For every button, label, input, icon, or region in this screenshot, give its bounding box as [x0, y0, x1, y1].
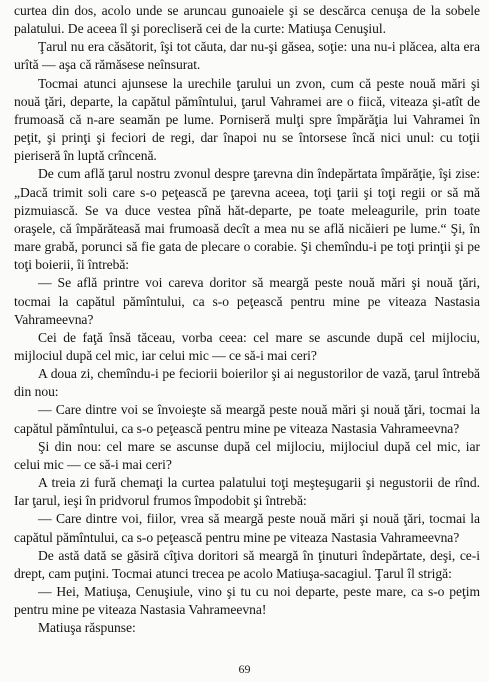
paragraph: Şi din nou: cel mare se ascunse după cel mijlociu, mijlociul după cel mic, iar celui mic — ce să-i mai ceri?	[14, 438, 480, 472]
paragraph: A treia zi fură chemaţi la curtea palatului toţi meşteşugarii şi negustorii de rînd. Iar ţarul, ieşi în pridvorul frumos împodobit şi întrebă:	[14, 475, 480, 509]
paragraph: — Hei, Matiuşa, Cenuşiule, vino şi tu cu noi departe, peste mare, ca s-o peţim pentru mine pe viteaza Nastasia Vahrameevna!	[14, 584, 480, 618]
paragraph: De cum află ţarul nostru zvonul despre ţarevna din îndepărtata împărăţie, îşi zise: „Dacă trimit soli care s-o peţească pe ţarevna aceea, toţi ţarii şi toţi regii or să mă pizmuiască. Se va duce vestea pînă hăt-departe, pe toate meleagurile, prin toate oraşele, că împărăteasă mai frumoasă decît a mea nu se află nicăieri pe lume.“ Şi, în mare grabă, porunci să fie gata de plecare o corabie. Şi chemîndu-i pe toţi prinţii şi pe toţi boierii, îi întrebă:	[14, 166, 480, 273]
paragraph: — Care dintre voi se învoieşte să meargă peste nouă mări şi nouă ţări, tocmai la capătul pămîntului, ca s-o peţească pentru mine pe viteaza Nastasia Vahrameevna?	[14, 402, 480, 436]
page-number: 69	[238, 662, 251, 676]
paragraph: — Se află printre voi careva doritor să meargă peste nouă mări şi nouă ţări, tocmai la capătul pămîntului, ca s-o peţească pentru mine pe viteaza Nastasia Vahrameevna?	[14, 275, 480, 327]
paragraph: Ţarul nu era căsătorit, îşi tot căuta, dar nu-şi găsea, soţie: una nu-i plăcea, alta era urîtă — aşa că rămăsese neînsurat.	[14, 39, 480, 73]
body-text	[14, 2, 480, 637]
paragraph: De astă dată se găsiră cîţiva doritori să meargă în ţinuturi îndepărtate, deşi, ce-i drept, cam puţini. Tocmai atunci trecea pe acolo Matiuşa-sacagiul. Ţarul îl strigă:	[14, 547, 480, 581]
paragraph: Matiuşa răspunse:	[38, 620, 136, 636]
paragraph: Cei de faţă însă tăceau, vorba ceea: cel mare se ascunde după cel mijlociu, mijlociul după cel mic, iar celui mic — ce să-i mai ceri?	[14, 329, 480, 363]
paragraph: A doua zi, chemîndu-i pe feciorii boierilor şi ai negustorilor de vază, ţarul întrebă din nou:	[14, 366, 480, 400]
paragraph: Tocmai atunci ajunsese la urechile ţarului un zvon, cum că peste nouă mări şi nouă ţări, departe, la capătul pămîntului, ţarul Vahramei are o fiică, viteaza şi-atît de frumoasă că n-are seamăn pe lume. Porniseră mulţi spre împărăţia lui Vahramei în peţit, şi prinţi şi feciori de regi, dar înapoi nu se întorsese încă nici unul: cu toţii pieriseră în luptă crîncenă.	[14, 75, 480, 164]
paragraph: curtea din dos, acolo unde se aruncau gunoaiele şi se descărca cenuşa de la sobele palatului. De aceea îl şi porecliseră cei de la curte: Matiuşa Cenuşiul.	[14, 3, 480, 37]
paragraph: — Care dintre voi, fiilor, vrea să meargă peste nouă mări şi nouă ţări, tocmai la capătul pămîntului, ca s-o peţească pentru mine pe viteaza Nastasia Vahrameevna?	[14, 511, 480, 545]
